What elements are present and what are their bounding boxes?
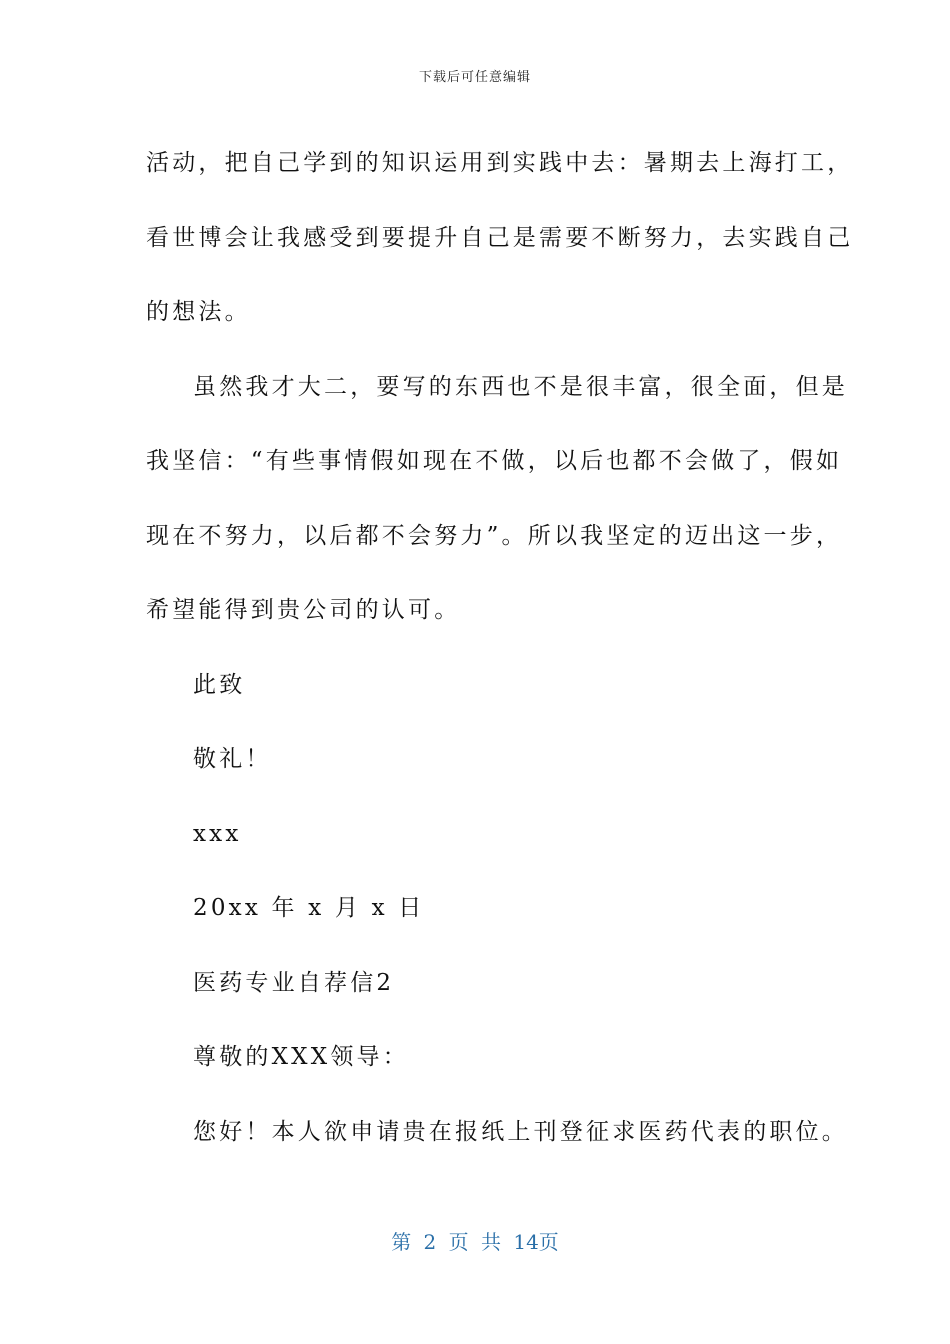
signature: xxx — [193, 820, 242, 847]
paragraph-line: 虽然我才大二，要写的东西也不是很丰富，很全面，但是 — [193, 373, 848, 400]
letter-greeting: 尊敬的XXX领导： — [193, 1044, 409, 1070]
closing-salutation: 此致 — [193, 671, 246, 698]
paragraph-line: 活动，把自己学到的知识运用到实践中去：暑期去上海打工， — [146, 150, 854, 176]
page-footer: 第 2 页 共 14页 — [391, 1230, 559, 1254]
paragraph-line: 的想法。 — [146, 299, 251, 325]
document-body — [146, 126, 854, 1169]
paragraph-line: 看世博会让我感受到要提升自己是需要不断努力，去实践自己 — [146, 224, 854, 251]
closing-regards: 敬礼！ — [193, 746, 272, 772]
paragraph-line: 现在不努力，以后都不会努力”。所以我坚定的迈出这一步， — [146, 522, 843, 549]
section-title: 医药专业自荐信2 — [193, 969, 395, 996]
letter-date: 20xx 年 x 月 x 日 — [193, 895, 425, 921]
page-header: 下载后可任意编辑 — [418, 70, 531, 85]
paragraph-line: 我坚信：“有些事情假如现在不做，以后也都不会做了，假如 — [146, 448, 843, 474]
paragraph-line: 希望能得到贵公司的认可。 — [146, 597, 461, 623]
letter-opening: 您好！本人欲申请贵在报纸上刊登征求医药代表的职位。 — [193, 1118, 848, 1145]
